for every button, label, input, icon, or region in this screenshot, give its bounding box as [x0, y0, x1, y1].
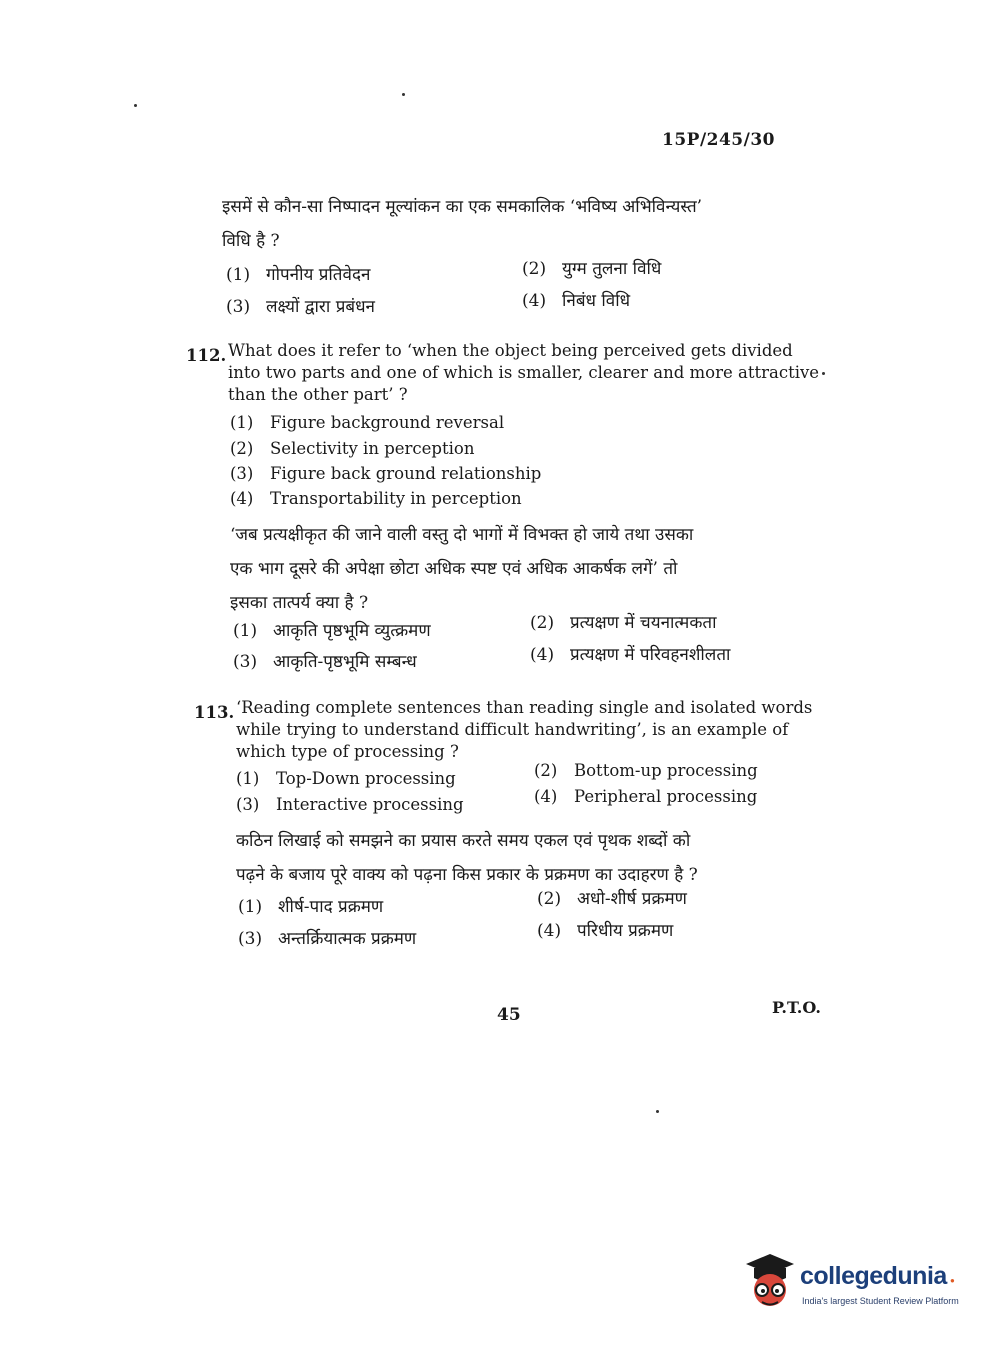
q112-en-option-1: (1) Figure background reversal — [230, 413, 505, 432]
q113-question-hi — [236, 824, 836, 892]
brand-dot: ● — [950, 1276, 955, 1285]
q112-hi-line2: एक भाग दूसरे की अपेक्षा छोटा अधिक स्पष्ट एवं अधिक आकर्षक लगें’ तो — [230, 559, 678, 579]
q111-option-2: (2) युग्म तुलना विधि — [522, 259, 662, 279]
q112-hi-option-3: (3) आकृति-पृष्ठभूमि सम्बन्ध — [233, 652, 417, 672]
q113-en-line1: ‘Reading complete sentences than reading single and isolated words — [236, 698, 813, 717]
q112-number: 112. — [186, 346, 227, 365]
q112-hi-line3: इसका तात्पर्य क्या है ? — [230, 593, 369, 613]
q111-hindi-text — [222, 190, 822, 224]
scan-speck — [402, 93, 405, 96]
scan-speck — [134, 104, 137, 107]
q113-hi-line2: पढ़ने के बजाय पूरे वाक्य को पढ़ना किस प्रकार के प्रक्रमण का उदाहरण है ? — [236, 865, 698, 885]
q112-en-option-3: (3) Figure back ground relationship — [230, 464, 542, 483]
q113-number: 113. — [194, 703, 235, 722]
pto-mark: P.T.O. — [772, 998, 821, 1017]
q111-line1: इसमें से कौन-सा निष्पादन मूल्यांकन का एक समकालिक ‘भविष्य अभिविन्यस्त’ — [222, 197, 703, 217]
q112-en-option-4: (4) Transportability in perception — [230, 489, 522, 508]
q113-question-en — [236, 697, 836, 763]
q111-option-1: (1) गोपनीय प्रतिवेदन — [226, 265, 371, 285]
q112-question-en — [228, 340, 828, 406]
q112-hi-option-4: (4) प्रत्यक्षण में परिवहनशीलता — [530, 645, 731, 665]
q113-en-option-1: (1) Top-Down processing — [236, 769, 456, 788]
page-number: 45 — [497, 1005, 521, 1025]
q112-en-line3: than the other part’ ? — [228, 385, 408, 404]
scan-speck — [656, 1110, 659, 1113]
q113-hi-option-3: (3) अन्तर्क्रियात्मक प्रक्रमण — [238, 929, 417, 949]
q113-hi-option-1: (1) शीर्ष-पाद प्रक्रमण — [238, 897, 384, 917]
q112-hi-option-2: (2) प्रत्यक्षण में चयनात्मकता — [530, 613, 717, 633]
q113-en-line2: while trying to understand difficult handwriting’, is an example of — [236, 720, 789, 739]
paper-code: 15P/245/30 — [662, 130, 776, 150]
scan-speck — [822, 372, 825, 375]
q113-hi-option-2: (2) अधो-शीर्ष प्रक्रमण — [537, 889, 687, 909]
brand-name: collegedunia — [800, 1262, 947, 1290]
q112-hi-option-1: (1) आकृति पृष्ठभूमि व्युत्क्रमण — [233, 621, 431, 641]
q111-line2: विधि है ? — [222, 231, 280, 251]
q113-en-option-2: (2) Bottom-up processing — [534, 761, 758, 780]
q112-en-line1: What does it refer to ‘when the object being perceived gets divided — [228, 341, 793, 360]
q113-en-option-4: (4) Peripheral processing — [534, 787, 758, 806]
q112-question-hi — [230, 518, 830, 620]
q112-en-line2: into two parts and one of which is smaller, clearer and more attractive — [228, 363, 820, 382]
q112-hi-line1: ‘जब प्रत्यक्षीकृत की जाने वाली वस्तु दो भागों में विभक्त हो जाये तथा उसका — [230, 525, 694, 545]
q111-option-3: (3) लक्ष्यों द्वारा प्रबंधन — [226, 297, 375, 317]
mascot-icon — [740, 1250, 798, 1312]
q113-hi-line1: कठिन लिखाई को समझने का प्रयास करते समय एकल एवं पृथक शब्दों को — [236, 831, 691, 851]
q112-en-option-2: (2) Selectivity in perception — [230, 439, 475, 458]
brand-tagline: India's largest Student Review Platform — [802, 1296, 959, 1306]
q113-en-line3: which type of processing ? — [236, 742, 459, 761]
q111-option-4: (4) निबंध विधि — [522, 291, 631, 311]
collegedunia-watermark — [740, 1250, 970, 1320]
q113-en-option-3: (3) Interactive processing — [236, 795, 464, 814]
q113-hi-option-4: (4) परिधीय प्रक्रमण — [537, 921, 674, 941]
